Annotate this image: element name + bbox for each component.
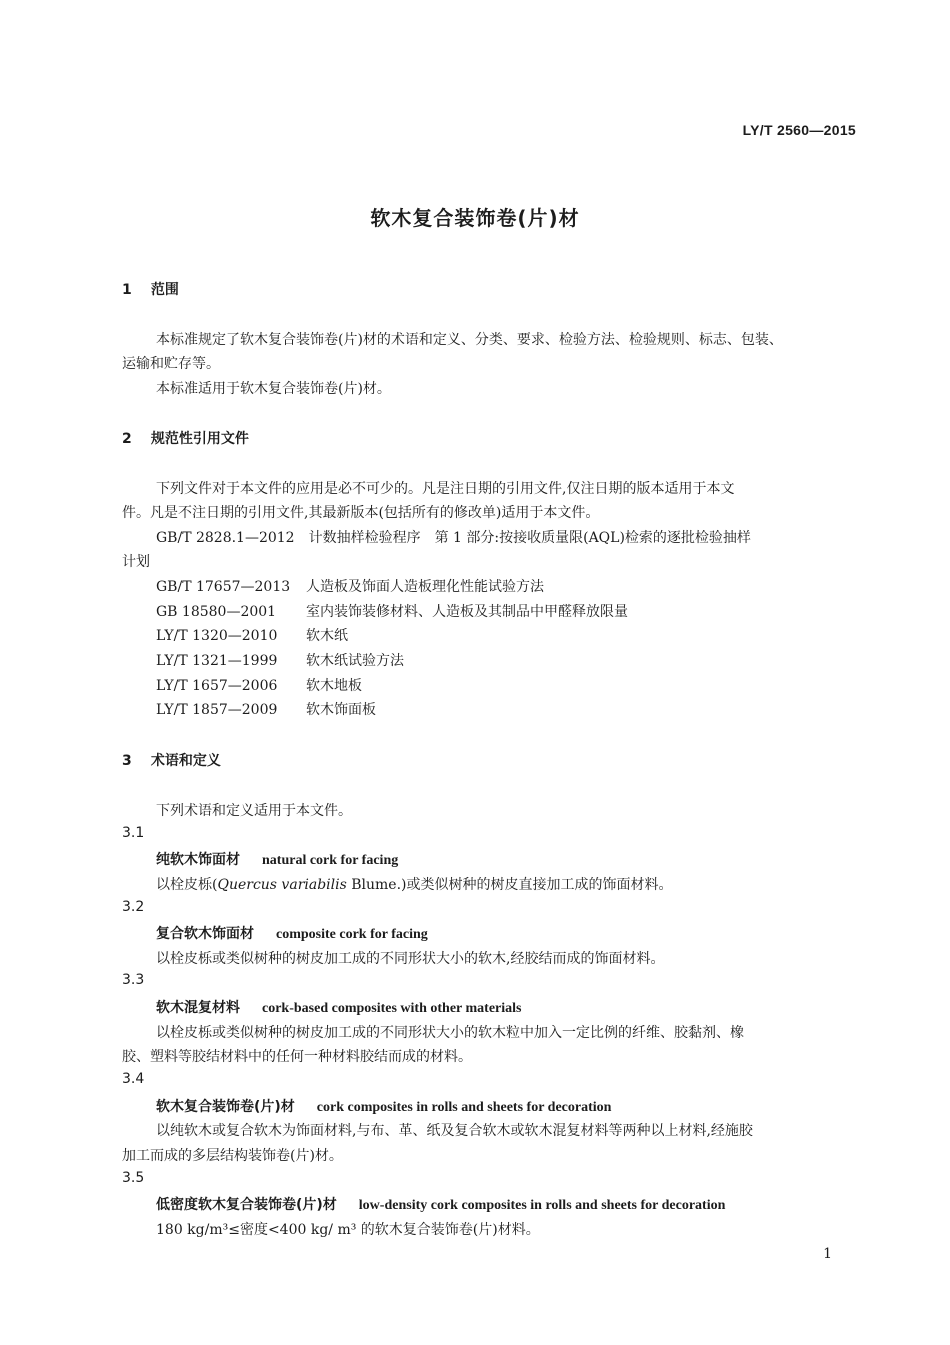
term-english: low-density cork composites in rolls and sheets for decoration [358,1198,726,1213]
reference-item [156,675,362,695]
section-number: 1 [122,282,132,298]
reference-item [156,650,404,670]
term-number: 3.3 [122,972,145,988]
term-definition: 以栓皮栎或类似树种的树皮加工成的不同形状大小的软木,经胶结而成的饰面材料。 [156,951,665,967]
reference-name: 软木饰面板 [306,702,376,718]
reference-name: 软木地板 [306,678,362,694]
paragraph-line: 下列术语和定义适用于本文件。 [156,803,352,819]
definition-text: Blume.)或类似树种的树皮直接加工成的饰面材料。 [346,877,673,893]
reference-code: LY/T 1657—2006 [156,678,278,694]
section-number: 3 [122,753,132,769]
term-definition: 以纯软木或复合软木为饰面材料,与布、革、纸及复合软木或软木混复材料等两种以上材料,经施胶 [156,1123,753,1139]
standard-code: LY/T 2560—2015 [742,122,856,138]
term-definition [156,874,673,894]
term-heading [156,1194,725,1214]
reference-item [156,601,628,621]
section-title: 范围 [150,282,179,298]
term-definition: 以栓皮栎或类似树种的树皮加工成的不同形状大小的软木粒中加入一定比例的纤维、胶黏剂、橡 [156,1025,744,1041]
paragraph-line: 件。凡是不注日期的引用文件,其最新版本(包括所有的修改单)适用于本文件。 [122,505,600,521]
reference-item [156,625,348,645]
paragraph-line: 下列文件对于本文件的应用是必不可少的。凡是注日期的引用文件,仅注日期的版本适用于本文 [156,481,735,497]
term-number: 3.1 [122,825,145,841]
term-definition: 180 kg/m³≤密度<400 kg/ m³ 的软木复合装饰卷(片)材料。 [156,1222,540,1238]
term-number: 3.4 [122,1071,145,1087]
term-english: cork composites in rolls and sheets for decoration [316,1100,612,1115]
reference-code: LY/T 1320—2010 [156,628,278,644]
reference-name: 软木纸试验方法 [306,653,404,669]
reference-code: GB/T 17657—2013 [156,579,291,595]
paragraph-line: 本标准适用于软木复合装饰卷(片)材。 [156,381,391,397]
paragraph-line: 运输和贮存等。 [122,356,220,372]
reference-name: 人造板及饰面人造板理化性能试验方法 [306,579,544,595]
section-title: 规范性引用文件 [150,431,249,447]
term-english: cork-based composites with other materials [262,1001,522,1016]
reference-code: GB 18580—2001 [156,604,277,620]
section-2-heading [122,428,249,448]
reference-name: 室内装饰装修材料、人造板及其制品中甲醛释放限量 [306,604,628,620]
term-heading [156,849,398,869]
reference-item: GB/T 2828.1—2012 计数抽样检验程序 第 1 部分:按接收质量限(AQL)检索的逐批检验抽样 [156,530,751,546]
term-heading [156,997,522,1017]
term-number: 3.5 [122,1170,145,1186]
term-english: natural cork for facing [262,853,399,868]
reference-item [156,699,376,719]
term-chinese: 纯软木饰面材 [156,852,240,868]
term-chinese: 软木复合装饰卷(片)材 [156,1099,295,1115]
section-number: 2 [122,431,132,447]
term-english: composite cork for facing [276,927,428,942]
reference-name: 软木纸 [306,628,348,644]
section-title: 术语和定义 [150,753,221,769]
term-chinese: 软木混复材料 [156,1000,240,1016]
page-number: 1 [823,1246,832,1262]
term-heading [156,1096,611,1116]
term-chinese: 低密度软木复合装饰卷(片)材 [156,1197,337,1213]
term-definition: 胶、塑料等胶结材料中的任何一种材料胶结而成的材料。 [122,1049,472,1065]
reference-item [156,576,544,596]
section-1-heading [122,279,179,299]
term-chinese: 复合软木饰面材 [156,926,254,942]
term-number: 3.2 [122,899,145,915]
reference-item-cont: 计划 [122,554,150,570]
term-heading [156,923,428,943]
definition-text: 以栓皮栎( [156,877,218,893]
reference-code: LY/T 1857—2009 [156,702,278,718]
latin-name: Quercus variabilis [217,877,347,893]
section-3-heading [122,750,221,770]
term-definition: 加工而成的多层结构装饰卷(片)材。 [122,1148,343,1164]
document-title: 软木复合装饰卷(片)材 [370,206,580,230]
reference-code: LY/T 1321—1999 [156,653,278,669]
paragraph-line: 本标准规定了软木复合装饰卷(片)材的术语和定义、分类、要求、检验方法、检验规则、标志、包装、 [156,332,783,348]
